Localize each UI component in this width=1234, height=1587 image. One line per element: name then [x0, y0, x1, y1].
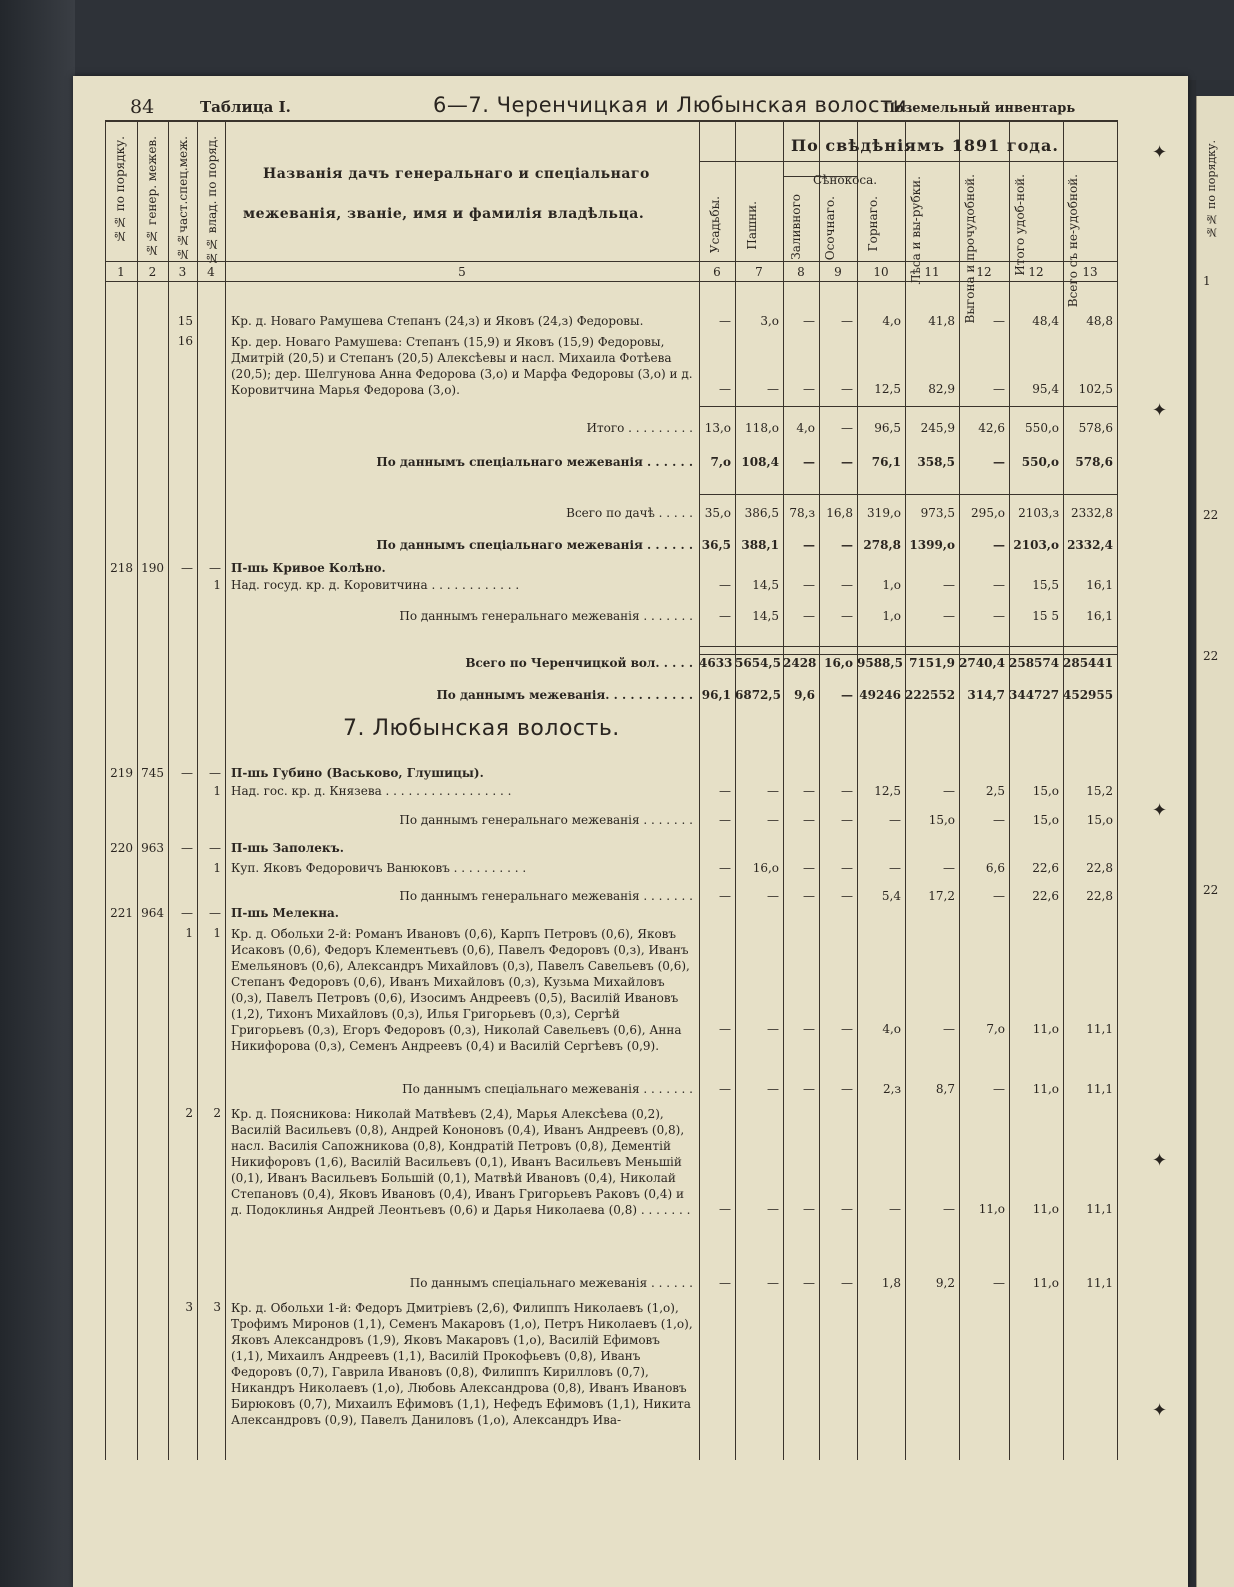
cell-value: 7,о — [986, 1022, 1005, 1036]
cell-value: — — [841, 784, 853, 798]
cell-value: 16,1 — [1086, 609, 1113, 623]
cell-value: — — [719, 1276, 731, 1290]
owner-description: Кр. дер. Новаго Рамушева: Степанъ (15,9) и Яковъ (15,9) Федоровы, Дмитрій (20,5) и Степанъ (20,5) Алексѣевы и насл. Михаила Фотѣева (20,5); дер. Шелгунова Анна Федорова (3,о) и Марфа Федоровы (3,о) и д. Коровитчина Марья Федорова (3,о). — [231, 335, 693, 397]
cell-value: 95,4 — [1032, 382, 1059, 396]
col-header-order: №№ по порядку. — [113, 136, 127, 244]
col-header-name-line2: межеванія, званіе, имя и фамилія владѣльца. — [243, 206, 645, 222]
row-index-s: 2 — [185, 1106, 193, 1120]
cell-value: — — [767, 784, 779, 798]
cell-value: — — [889, 1202, 901, 1216]
cell-value: — — [719, 314, 731, 328]
cell-value: 2740,4 — [959, 656, 1005, 670]
owner-description: Кр. д. Обольхи 2-й: Романъ Ивановъ (0,6), Карпъ Петровъ (0,6), Яковъ Исаковъ (0,6), Федоръ Клементьевъ (0,6), Павелъ Федоровъ (0,з), Иванъ Емельяновъ (0,6), Александръ Михайловъ (0,з), Павелъ Савельевъ (0,6), Степанъ Федоровъ (0,6), Иванъ Михайловъ (0,з), Кузьма Михайловъ (0,з), Павелъ Петровъ (0,6), Изосимъ Андреевъ (0,5), Василій Ивановъ (1,2), Тихонъ Михайловъ (0,з), Илья Григорьевъ (0,з), Сергѣй Григорьевъ (0,з), Егоръ Федоровъ (0,з), Николай Савельевъ (0,6), Анна Никифорова (0,з), Семенъ Андреевъ (0,4) и Василій Сергѣевъ (0,9). — [231, 927, 690, 1053]
cell-value: 16,о — [824, 656, 853, 670]
summary-label: По даннымъ генеральнаго межеванія . . . . . . . — [399, 609, 693, 623]
cell-value: 388,1 — [741, 538, 779, 552]
cell-value: — — [803, 1202, 815, 1216]
owner-description: Кр. д. Обольхи 1-й: Федоръ Дмитріевъ (2,6), Филиппъ Николаевъ (1,о), Трофимъ Миронов (1,1), Семенъ Макаровъ (1,о), Петръ Николаевъ (1,о), Яковъ Александровъ (1,9), Яковъ Макаровъ (1,о), Василій Ефимовъ (1,1), Михаилъ Андреевъ (1,1), Василій Прокофьевъ (0,8), Иванъ Федоровъ (0,7), Гаврила Ивановъ (0,8), Филиппъ Кирилловъ (0,7), Никандръ Николаевъ (1,о), Любовь Александрова (0,8), Иванъ Ивановъ Бирюковъ (0,7), Михаилъ Ефимовъ (1,1), Нефедъ Ефимовъ (1,1), Никита Александровъ (0,9), Павелъ Даниловъ (1,о), Александръ Ива- — [231, 1301, 693, 1427]
cell-value: 96,1 — [701, 688, 731, 702]
cell-value: — — [803, 1276, 815, 1290]
cell-value: — — [719, 1202, 731, 1216]
cell-value: 2332,4 — [1067, 538, 1113, 552]
cell-value: 1,о — [882, 609, 901, 623]
cell-value: 16,о — [752, 861, 779, 875]
cell-value: 295,о — [971, 506, 1005, 520]
col-header-c12b: Итого удоб-ной. — [1013, 174, 1027, 276]
page-number: 84 — [130, 96, 155, 118]
col-header-c7: Пашни. — [745, 201, 759, 250]
cell-value: 11,1 — [1086, 1022, 1113, 1036]
cell-value: 22,6 — [1032, 861, 1059, 875]
cell-value: — — [841, 1082, 853, 1096]
cell-value: — — [803, 538, 815, 552]
cell-value: — — [803, 813, 815, 827]
cell-value: 11,о — [1032, 1276, 1059, 1290]
cell-value: 5654,5 — [735, 656, 781, 670]
cell-value: 386,5 — [744, 506, 779, 520]
column-rule — [105, 120, 106, 1460]
next-page-col-label: №№ по порядку. — [1205, 140, 1218, 239]
top-rule — [105, 120, 1117, 122]
cell-value: 76,1 — [871, 455, 901, 469]
cell-value: 319,о — [867, 506, 901, 520]
row-index-g: 964 — [141, 906, 164, 920]
cell-value: 4,о — [882, 314, 901, 328]
cell-value: 4,о — [796, 421, 815, 435]
col-header-1891: По свѣдѣніямъ 1891 года. — [791, 136, 1059, 155]
row-index-s: 16 — [177, 334, 193, 348]
cell-value: 1,о — [882, 578, 901, 592]
cell-value: — — [719, 1022, 731, 1036]
cell-value: — — [993, 455, 1005, 469]
row-index-w: — — [209, 766, 221, 780]
cell-value: — — [803, 1022, 815, 1036]
cell-value: 42,6 — [978, 421, 1005, 435]
cell-value: — — [803, 609, 815, 623]
estate-name: П-шь Губино (Васьково, Глушицы). — [231, 766, 484, 780]
summary-label: По даннымъ спеціальнаго межеванія . . . . . . — [376, 455, 693, 469]
column-number: 6 — [713, 265, 721, 279]
row-index-w: — — [209, 841, 221, 855]
row-index-w: 1 — [213, 861, 221, 875]
row-index-w: 3 — [213, 1300, 221, 1314]
cell-value: — — [943, 1022, 955, 1036]
cell-value: — — [803, 784, 815, 798]
col-header-c10: Горнаго. — [866, 196, 880, 252]
cell-value: — — [993, 1082, 1005, 1096]
cell-value: 1399,о — [909, 538, 955, 552]
estate-name: П-шь Кривое Колѣно. — [231, 561, 386, 575]
cell-value: 2,5 — [985, 784, 1005, 798]
cell-value: 11,1 — [1086, 1276, 1113, 1290]
cell-value: 13,о — [704, 421, 731, 435]
cell-value: — — [719, 889, 731, 903]
cell-value: — — [943, 609, 955, 623]
cell-value: 973,5 — [920, 506, 955, 520]
cell-value: — — [993, 813, 1005, 827]
estate-name: Над. гос. кр. д. Князева . . . . . . . . . . . . . . . . . — [231, 784, 512, 798]
cell-value: 550,о — [1021, 455, 1059, 469]
cell-value: — — [993, 578, 1005, 592]
cell-value: 2103,о — [1013, 538, 1059, 552]
cell-value: — — [993, 889, 1005, 903]
cell-value: — — [841, 688, 853, 702]
next-page-col-num: 1 — [1203, 274, 1211, 288]
subheader-rule — [699, 161, 1117, 162]
row-index-s: — — [181, 766, 193, 780]
cell-value: 108,4 — [741, 455, 779, 469]
row-index-s: 3 — [185, 1300, 193, 1314]
estate-name: Над. госуд. кр. д. Коровитчина . . . . . . . . . . . . — [231, 578, 520, 592]
column-number: 8 — [797, 265, 805, 279]
cell-value: 22,6 — [1032, 889, 1059, 903]
cell-value: 48,8 — [1086, 314, 1113, 328]
cell-value: 5,4 — [881, 889, 901, 903]
cell-value: — — [767, 1276, 779, 1290]
background-top — [0, 0, 1234, 80]
cell-value: — — [719, 609, 731, 623]
cell-value: 15 5 — [1032, 609, 1059, 623]
cell-value: 4633 — [699, 656, 733, 670]
row-index-s: — — [181, 841, 193, 855]
row-index-s: 1 — [185, 926, 193, 940]
binding-stitch-icon: ✦ — [1152, 800, 1168, 821]
col-header-c8: Заливного — [789, 194, 803, 260]
col-header-name-line1: Названія дачъ генеральнаго и спеціальнаго — [263, 166, 650, 182]
cell-value: — — [803, 1082, 815, 1096]
cell-value: — — [841, 1202, 853, 1216]
cell-value: 11,о — [1032, 1022, 1059, 1036]
cell-value: — — [719, 1082, 731, 1096]
cell-value: — — [889, 813, 901, 827]
next-page-edge — [1196, 96, 1234, 1587]
book-gutter — [1188, 80, 1196, 1587]
cell-value: 16,1 — [1086, 578, 1113, 592]
cell-value: — — [943, 1202, 955, 1216]
row-index-o: 219 — [110, 766, 133, 780]
summary-rule — [699, 494, 1117, 495]
cell-value: 1,8 — [881, 1276, 901, 1290]
summary-rule — [699, 654, 1117, 655]
cell-value: 6,6 — [985, 861, 1005, 875]
cell-value: — — [719, 784, 731, 798]
column-number: 7 — [755, 265, 763, 279]
cell-value: — — [767, 382, 779, 396]
cell-value: — — [841, 578, 853, 592]
col-header-c12: Выгона и прочудобной. — [963, 174, 977, 324]
cell-value: — — [719, 861, 731, 875]
col-header-c6: Усадьбы. — [708, 196, 722, 254]
page-title: 6—7. Черенчицкая и Любынская волости. — [433, 93, 915, 117]
estate-name: П-шь Заполекъ. — [231, 841, 344, 855]
cell-value: 578,6 — [1078, 421, 1113, 435]
cell-value: — — [767, 1202, 779, 1216]
summary-label: По даннымъ спеціальнаго межеванія . . . . . . — [409, 1276, 693, 1290]
cell-value: 9,2 — [935, 1276, 955, 1290]
cell-value: — — [803, 889, 815, 903]
cell-value: 22,8 — [1086, 861, 1113, 875]
cell-value: 9588,5 — [857, 656, 903, 670]
column-number: 13 — [1082, 265, 1098, 279]
col-header-special: №№част.спец.меж. — [176, 136, 190, 261]
column-number: 2 — [148, 265, 157, 279]
cell-value: 35,о — [704, 506, 731, 520]
estate-name: Кр. д. Новаго Рамушева Степанъ (24,з) и Яковъ (24,з) Федоровы. — [231, 314, 644, 328]
row-index-w: 2 — [213, 1106, 221, 1120]
cell-value: 285441 — [1063, 656, 1114, 670]
cell-value: — — [841, 1022, 853, 1036]
cell-value: 15,о — [1086, 813, 1113, 827]
cell-value: 22,8 — [1086, 889, 1113, 903]
cell-value: 550,о — [1025, 421, 1059, 435]
cell-value: — — [803, 382, 815, 396]
next-page-row-num: 22 — [1203, 649, 1219, 663]
cell-value: — — [803, 314, 815, 328]
cell-value: — — [767, 1022, 779, 1036]
cell-value: 9,6 — [794, 688, 815, 702]
column-number: 12 — [976, 265, 992, 279]
summary-label: Итого . . . . . . . . . — [586, 421, 693, 435]
binding-stitch-icon: ✦ — [1152, 1150, 1168, 1171]
cell-value: — — [993, 538, 1005, 552]
cell-value: 15,5 — [1032, 578, 1059, 592]
row-index-o: 221 — [110, 906, 133, 920]
cell-value: — — [943, 861, 955, 875]
cell-value: 48,4 — [1032, 314, 1059, 328]
cell-value: 15,о — [1032, 784, 1059, 798]
cell-value: 8,7 — [935, 1082, 955, 1096]
summary-label: По даннымъ генеральнаго межеванія . . . . . . . — [399, 889, 693, 903]
cell-value: — — [993, 1276, 1005, 1290]
row-index-s: — — [181, 561, 193, 575]
column-number: 10 — [873, 265, 889, 279]
cell-value: — — [841, 538, 853, 552]
row-index-w: 1 — [213, 784, 221, 798]
column-number: 4 — [207, 265, 215, 279]
cell-value: — — [943, 578, 955, 592]
row-index-s: — — [181, 906, 193, 920]
cell-value: 452955 — [1063, 688, 1114, 702]
column-number: 1 — [117, 265, 125, 279]
cell-value: — — [719, 382, 731, 396]
row-index-w: 1 — [213, 578, 221, 592]
cell-value: — — [993, 314, 1005, 328]
cell-value: 15,2 — [1086, 784, 1113, 798]
summary-rule — [699, 406, 1117, 407]
cell-value: — — [767, 813, 779, 827]
cell-value: — — [943, 784, 955, 798]
cell-value: 14,5 — [752, 609, 779, 623]
row-index-o: 220 — [110, 841, 133, 855]
cell-value: — — [803, 455, 815, 469]
cell-value: — — [993, 382, 1005, 396]
cell-value: — — [841, 889, 853, 903]
cell-value: 118,о — [745, 421, 779, 435]
cell-value: 15,о — [928, 813, 955, 827]
cell-value: 7,о — [710, 455, 731, 469]
column-rule — [225, 120, 226, 1460]
cell-value: 14,5 — [752, 578, 779, 592]
row-index-w: — — [209, 906, 221, 920]
cell-value: — — [767, 1082, 779, 1096]
cell-value: 96,5 — [874, 421, 901, 435]
summary-label: По даннымъ генеральнаго межеванія . . . . . . . — [399, 813, 693, 827]
summary-label: По даннымъ спеціальнаго межеванія . . . . . . — [376, 538, 693, 552]
estate-name: П-шь Мелекна. — [231, 906, 339, 920]
column-rule — [137, 120, 138, 1460]
column-number: 9 — [834, 265, 842, 279]
cell-value: — — [719, 813, 731, 827]
cell-value: 16,8 — [826, 506, 853, 520]
cell-value: 12,5 — [874, 382, 901, 396]
column-rule — [1117, 120, 1118, 1460]
cell-value: 36,5 — [701, 538, 731, 552]
cell-value: 3,о — [760, 314, 779, 328]
row-index-w: 1 — [213, 926, 221, 940]
binding-stitch-icon: ✦ — [1152, 400, 1168, 421]
cell-value: — — [841, 314, 853, 328]
summary-label: По даннымъ спеціальнаго межеванія . . . . . . . — [402, 1082, 693, 1096]
cell-value: 102,5 — [1078, 382, 1113, 396]
cell-value: — — [767, 889, 779, 903]
cell-value: 11,о — [978, 1202, 1005, 1216]
cell-value: 82,9 — [928, 382, 955, 396]
cell-value: 78,з — [789, 506, 815, 520]
cell-value: 17,2 — [928, 889, 955, 903]
estate-name: Куп. Яковъ Федоровичъ Ванюковъ . . . . . . . . . . — [231, 861, 527, 875]
cell-value: — — [841, 421, 853, 435]
binding-stitch-icon: ✦ — [1152, 1400, 1168, 1421]
cell-value: 578,6 — [1075, 455, 1113, 469]
cell-value: — — [841, 861, 853, 875]
cell-value: 11,1 — [1086, 1202, 1113, 1216]
cell-value: — — [803, 578, 815, 592]
cell-value: 7151,9 — [909, 656, 955, 670]
summary-label: Всего по Черенчицкой вол. . . . . — [465, 656, 693, 670]
summary-rule — [699, 646, 1117, 647]
cell-value: 2428 — [783, 656, 817, 670]
book-spine — [0, 0, 75, 1587]
row-index-o: 218 — [110, 561, 133, 575]
column-number: 11 — [924, 265, 940, 279]
cell-value: — — [889, 861, 901, 875]
col-header-c9: Осочнаго. — [823, 196, 837, 261]
cell-value: 11,1 — [1086, 1082, 1113, 1096]
col-header-owner: №№ влад. по поряд. — [205, 136, 219, 266]
cell-value: 4,о — [882, 1022, 901, 1036]
cell-value: — — [841, 609, 853, 623]
cell-value: 6872,5 — [735, 688, 781, 702]
cell-value: 11,о — [1032, 1202, 1059, 1216]
cell-value: 314,7 — [967, 688, 1005, 702]
col-header-general: №№ генер. межев. — [145, 136, 159, 257]
col-header-hay: Сѣнокоса. — [813, 173, 878, 187]
summary-label: Всего по дачѣ . . . . . — [566, 506, 693, 520]
summary-label: По даннымъ межеванія. . . . . . . . . . . — [436, 688, 693, 702]
section-title: 7. Любынская волость. — [343, 716, 620, 741]
column-number: 3 — [178, 265, 187, 279]
col-header-c11: Лѣса и вы-рубки. — [909, 176, 923, 285]
cell-value: 358,5 — [917, 455, 955, 469]
cell-value: 2,з — [883, 1082, 901, 1096]
column-number: 5 — [458, 265, 466, 279]
cell-value: 12,5 — [874, 784, 901, 798]
cell-value: 41,8 — [928, 314, 955, 328]
column-number: 12 — [1028, 265, 1044, 279]
table-label: Таблица I. — [200, 98, 291, 116]
cell-value: — — [719, 578, 731, 592]
cell-value: 344727 — [1009, 688, 1060, 702]
row-index-s: 15 — [177, 314, 193, 328]
cell-value: 2332,8 — [1071, 506, 1113, 520]
cell-value: — — [993, 609, 1005, 623]
next-page-row-num: 22 — [1203, 883, 1219, 897]
cell-value: 2103,з — [1018, 506, 1059, 520]
row-index-g: 745 — [141, 766, 164, 780]
running-title: Поземельный инвентарь — [883, 101, 1076, 116]
cell-value: — — [841, 455, 853, 469]
document-page — [73, 76, 1188, 1587]
cell-value: 278,8 — [863, 538, 901, 552]
cell-value: 245,9 — [920, 421, 955, 435]
cell-value: — — [841, 382, 853, 396]
cell-value: 222552 — [905, 688, 956, 702]
cell-value: — — [841, 813, 853, 827]
cell-value: 258574 — [1009, 656, 1060, 670]
cell-value: 11,о — [1032, 1082, 1059, 1096]
row-index-g: 963 — [141, 841, 164, 855]
col-header-c13: Всего съ не-удобной. — [1066, 174, 1080, 308]
owner-description: Кр. д. Поясникова: Николай Матвѣевъ (2,4), Марья Алексѣева (0,2), Василій Васильевъ (0,8), Андрей Кононовъ (0,4), Иванъ Андреевъ (0,8), насл. Василія Сапожникова (0,8), Кондратій Петровъ (0,8), Дементій Никифоровъ (1,6), Василій Васильевъ (0,1), Иванъ Васильевъ Меньшій (0,1), Иванъ Васильевъ Большій (0,1), Матвѣй Ивановъ (0,4), Николай Степановъ (0,4), Яковъ Ивановъ (0,4), Иванъ Григорьевъ Раковъ (0,4) и д. Подоклинья Андрей Леонтьевъ (0,6) и Дарья Николаева (0,8) . . . . . . . — [231, 1107, 691, 1217]
binding-stitch-icon: ✦ — [1152, 142, 1168, 163]
row-index-w: — — [209, 561, 221, 575]
cell-value: — — [841, 1276, 853, 1290]
cell-value: 15,о — [1032, 813, 1059, 827]
row-index-g: 190 — [141, 561, 164, 575]
cell-value: 49246 — [859, 688, 901, 702]
next-page-row-num: 22 — [1203, 508, 1219, 522]
cell-value: — — [803, 861, 815, 875]
